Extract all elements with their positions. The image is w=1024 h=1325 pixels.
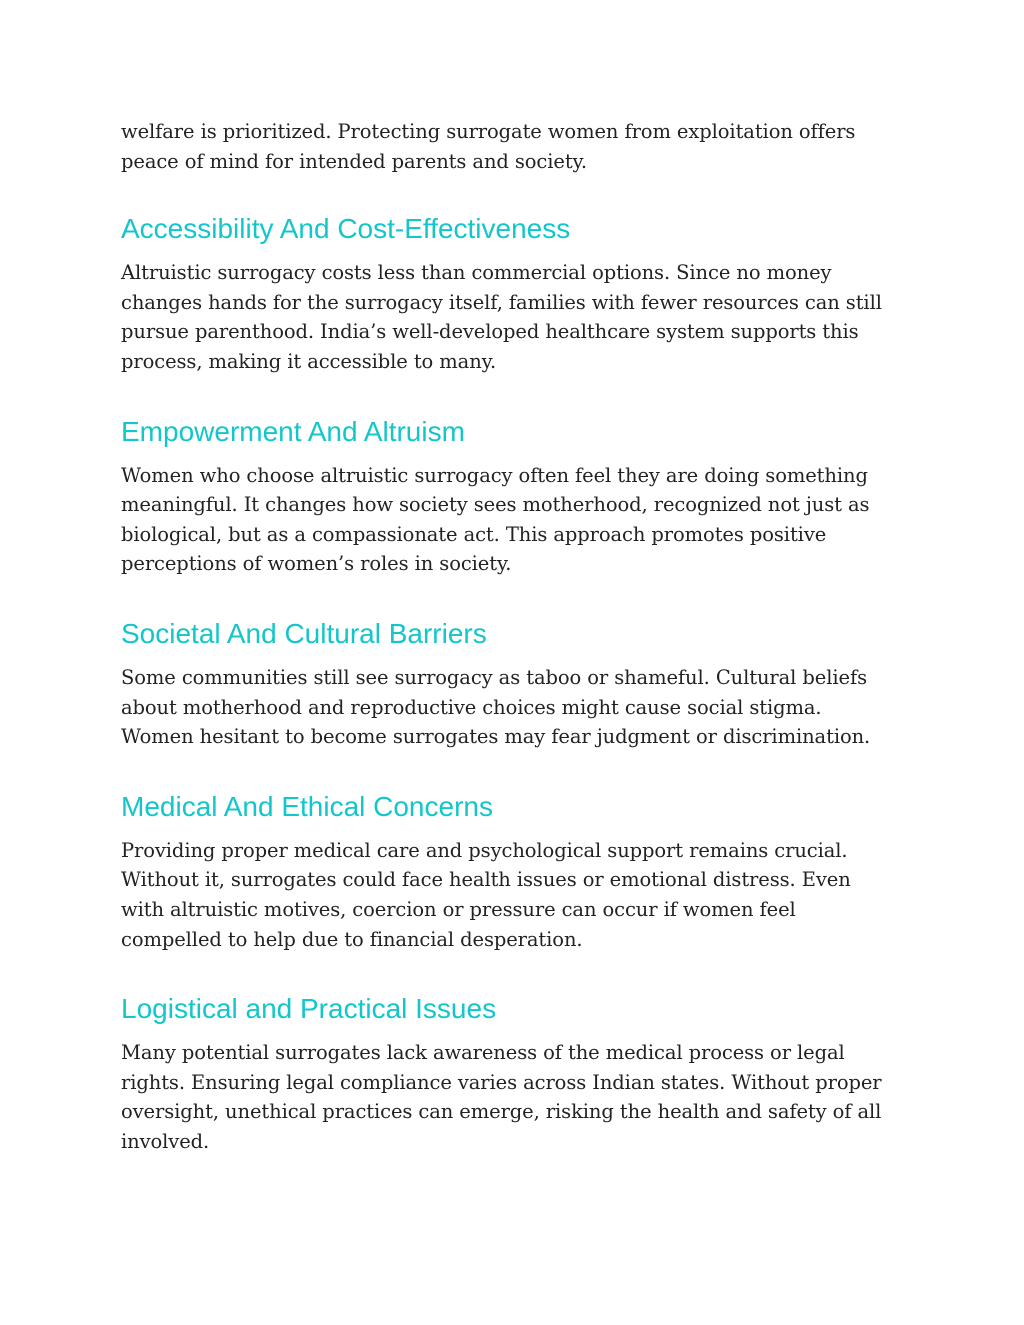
section-accessibility — [121, 212, 901, 376]
section-heading: Medical And Ethical Concerns — [121, 790, 493, 822]
section-empowerment — [121, 415, 901, 579]
section-paragraph: Many potential surrogates lack awareness of the medical process or legal rights. Ensuring legal compliance varies across Indian states. Without proper oversight, unethical practices can emerge, risking the health and safety of all involved. — [121, 1041, 882, 1153]
section-heading: Logistical and Practical Issues — [121, 993, 497, 1025]
intro-paragraph: welfare is prioritized. Protecting surrogate women from exploitation offers peace of mind for intended parents and society. — [121, 120, 856, 173]
section-heading: Accessibility And Cost-Effectiveness — [121, 213, 571, 245]
document-page — [121, 117, 901, 1156]
section-societal-barriers — [121, 617, 901, 752]
section-paragraph: Some communities still see surrogacy as taboo or shameful. Cultural beliefs about motherhood and reproductive choices might cause social stigma. Women hesitant to become surrogates may fear judgment or discrimination. — [121, 665, 871, 749]
section-paragraph: Women who choose altruistic surrogacy often feel they are doing something meaningful. It changes how society sees motherhood, recognized not just as biological, but as a compassionate act. This approach promotes positive perceptions of women’s roles in society. — [121, 463, 870, 576]
section-heading: Societal And Cultural Barriers — [121, 617, 487, 649]
section-paragraph: Providing proper medical care and psychological support remains crucial. Without it, surrogates could face health issues or emotional distress. Even with altruistic motives, coercion or pressure can occur if women feel compelled to help due to financial desperation. — [121, 838, 851, 951]
section-paragraph: Altruistic surrogacy costs less than commercial options. Since no money changes hands for the surrogacy itself, families with fewer resources can still pursue parenthood. India’s well-developed healthcare system supports this process, making it accessible to many. — [121, 261, 882, 373]
section-heading: Empowerment And Altruism — [121, 415, 465, 447]
section-medical-ethical — [121, 790, 901, 954]
section-logistical — [121, 992, 901, 1156]
